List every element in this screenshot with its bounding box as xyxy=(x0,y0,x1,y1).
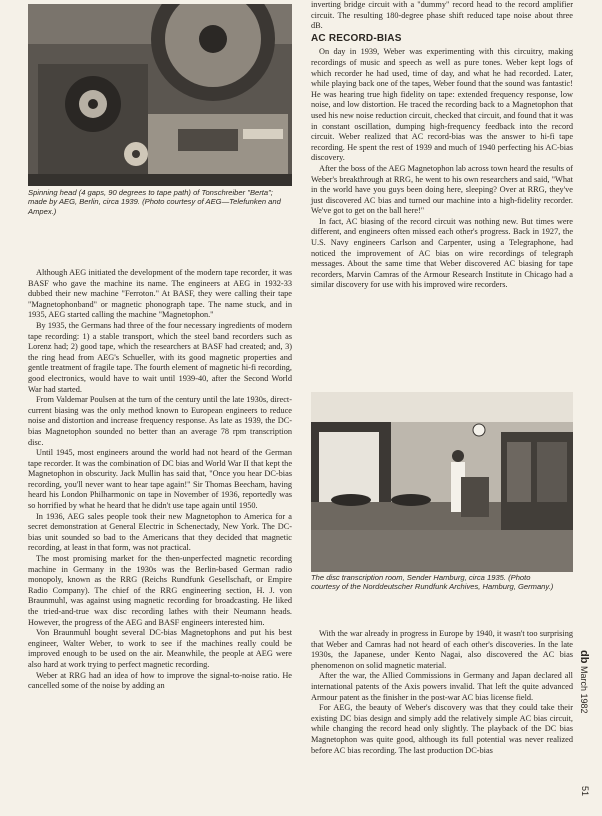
photo-transcription-room xyxy=(311,392,573,572)
photo-top-caption: Spinning head (4 gaps, 90 degrees to tape path) of Tonschreiber "Berta"; made by AEG, Berlin, circa 1939. (Photo courtesy of AEG—Telefunken and Ampex.) xyxy=(28,188,281,216)
magazine-name: db xyxy=(578,650,590,664)
page-number: 51 xyxy=(579,785,590,797)
issue-date: March 1982 xyxy=(579,665,589,714)
right-paragraph-1: On day in 1939, Weber was experimenting with this circuitry, making recordings of music and speech as well as pure tones. Weber kept logs of which recorder he had used, time of day, and what he had recorded. Later, while playing back one of the tapes, Weber found that the sound was fantastic! He was hearing true high fidelity on tape: extended frequency response, low noise, and low distortion. He traced the recording back to a Magnetophon that used his new noise reduction circuit, checked that circuit, and found that it was in constant oscillation, dumping high-frequency feedback into the record circuit. Weber realized that AC record-bias was the answer to hi-fi tape recording. He spent the rest of 1939 and much of 1940 perfecting his AC-bias discovery. xyxy=(311,47,573,163)
left-column xyxy=(28,268,292,692)
left-paragraph-1: Although AEG initiated the development of the modern tape recorder, it was BASF who gave the machine its name. The engineers at AEG in 1932-33 dubbed their new machine "Ferroton." At BASF, they were calling their tape "Magnetophonband" or magnetic phonograph tape. The name stuck, and in 1935, AEG started calling the machine "Magnetophon." xyxy=(28,268,292,320)
right-bottom-paragraph-3: For AEG, the beauty of Weber's discovery was that they could take their existing DC bias design and simply add the relatively simple AC bias circuit, while changing the record head only slightly. The playback of the DC bias Magnetophon was quite good, although its full potential was never realized before AC bias recording. The last production DC-bias xyxy=(311,703,573,755)
right-bottom-paragraph-2: After the war, the Allied Commissions in Germany and Japan declared all international patents of the Axis powers invalid. That left the quite advanced Armour patent as the finisher in the post-war AC bias license field. xyxy=(311,671,573,702)
right-bottom-paragraph-1: With the war already in progress in Europe by 1940, it wasn't too surprising that Weber and Camras had not heard of each other's discoveries. In the late 1930s, the Japanese, under Kento Nagai, also discovered the AC bias phenomenon on solid magnetic material. xyxy=(311,629,573,670)
left-paragraph-5: In 1936, AEG sales people took their new Magnetophon to America for a secret demonstration at General Electric in Schenectady, New York. The DC-bias unit sounded so bad to the Americans that they decided that magnetic recording, at least in that form, was not practical. xyxy=(28,511,292,553)
left-paragraph-3: From Valdemar Poulsen at the turn of the century until the late 1930s, direct-current biasing was the only method known to European engineers to reduce noise and distortion and increase frequency response. As late as 1939, the DC-bias Magnetophon sounded no better than an average 78 rpm transcription disc. xyxy=(28,395,292,447)
photo-spinning-head xyxy=(28,4,292,186)
right-column-top xyxy=(311,0,573,291)
photo-spinning-head-image xyxy=(28,4,292,186)
photo-transcription-room-image xyxy=(311,392,573,572)
photo-bottom-caption: The disc transcription room, Sender Hamburg, circa 1935. (Photo courtesy of the Norddeutscher Rundfunk Archives, Hamburg, Germany.) xyxy=(311,573,554,592)
left-paragraph-6: The most promising market for the then-unperfected magnetic recording machine in Germany in the 1930s was the Berlin-based German radio monopoly, known as the RRG (Reichs Rundfunk Gesellschaft, or Empire Radio Company). The chief of the RRG engineering section, H. J. von Braunmuhl, was against using magnetic recording for broadcasting. He liked the tried-and-true wax disc recording lathes with their Neumann heads. However, the progress of the AEG and BASF engineers interested him. xyxy=(28,554,292,627)
right-paragraph-2: After the boss of the AEG Magnetophon lab across town heard the results of Weber's breakthrough at RRG, he went to his own researchers and said, "What in the world have you guys been doing here, sleeping? Over at RRG, they've just discovered AC bias and turned our machine into a high-fidelity recorder. We've got to get on the ball here!" xyxy=(311,163,573,216)
section-heading-ac-record-bias: AC RECORD-BIAS xyxy=(311,32,402,44)
right-paragraph-3: In fact, AC biasing of the record circuit was nothing new. But times were different, and engineers often missed each other's progress. Back in 1927, the U.S. Navy engineers Carlson and Carpenter, using a Telegraphone, had noticed the improvement of AC bias on wire recordings of telegraph messages. About the same time that Weber discovered AC biasing for tape recorders, Marvin Camras of the Armour Research Institute in Chicago had a similar discovery for use with his improved wire recorders. xyxy=(311,216,573,290)
left-paragraph-4: Until 1945, most engineers around the world had not heard of the German tape recorder. It was the combination of DC bias and World War II that kept the Magnetophon in obscurity. Jack Mullin has said that, "Once you hear DC-bias recording, you'll never want to hear tape again!" Sir Thomas Beecham, having heard his London Philharmonic on tape in November of 1936, reportedly was so horrified by what he heard that he didn't use tape again until 1950. xyxy=(28,448,292,511)
left-paragraph-2: By 1935, the Germans had three of the four necessary ingredients of modern tape recording: 1) a stable transport, which the steel band recorders such as Lorenz had; 2) good tape, which the researchers at BASF had created; and, 3) the ring head from AEG's Schueller, with its good magnetic properties and gentle treatment of fragile tape. The fourth element of magnetic hi-fi recording, good electronics, would have to wait until 1939-40, after the Second World War had started. xyxy=(28,320,292,394)
right-column-bottom xyxy=(311,629,573,756)
left-paragraph-8: Weber at RRG had an idea of how to improve the signal-to-noise ratio. He cancelled some of the noise by adding an xyxy=(28,670,292,691)
left-paragraph-7: Von Braunmuhl bought several DC-bias Magnetophons and put his best engineer, Walter Weber, to work to see if the machines really could be improved enough to be used on the air. Meanwhile, the people at AEG were also hard at work trying to perfect magnetic recording. xyxy=(28,628,292,669)
vertical-footer xyxy=(578,650,592,800)
right-lead-paragraph: inverting bridge circuit with a "dummy" record head to the record amplifier circuit. The resulting 180-degree phase shift reduced tape noise about three dB. xyxy=(311,0,573,31)
